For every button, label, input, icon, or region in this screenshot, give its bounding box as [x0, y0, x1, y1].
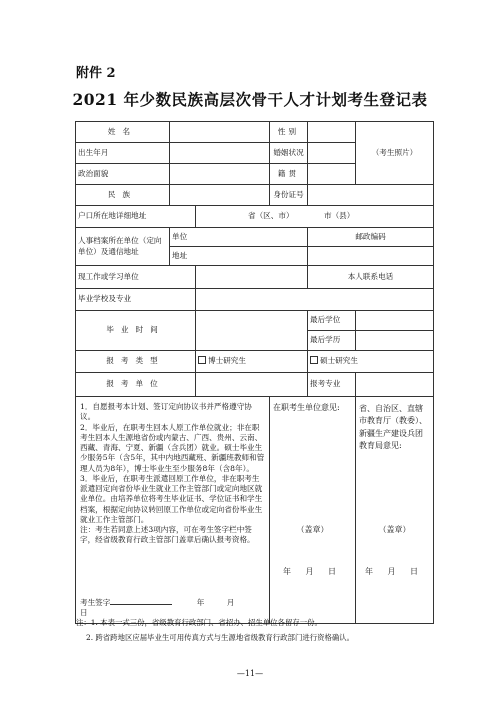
form-title: 2021 年少数民族高层次骨干人才计划考生登记表 — [72, 90, 428, 109]
option-phd[interactable] — [196, 351, 308, 373]
label-school-major: 毕业学校及专业 — [76, 289, 196, 311]
label-exam-type: 报考类型 — [76, 351, 196, 373]
label-gender: 性别 — [270, 122, 308, 143]
label-edu-opinion: 省、自治区、直辖市教育厅（教委）、新疆生产建设兵团教育局意见: — [359, 404, 427, 451]
row-work-unit — [76, 266, 434, 289]
label-native-place: 籍贯 — [270, 164, 308, 185]
field-grad-time[interactable] — [196, 311, 308, 351]
footnote-1: 注：1. 本表一式三份，省级教育行政部门、省招办、招生单位各留存一份。 — [76, 618, 322, 627]
field-work-unit[interactable] — [196, 266, 308, 289]
signature-field[interactable] — [110, 596, 172, 605]
edu-seal: （盖章） — [378, 525, 411, 534]
field-gender[interactable] — [308, 122, 356, 143]
pledge-item-1: 1．自愿报考本计划、签订定向协议书并严格遵守协议。 — [80, 402, 252, 422]
row-apply-unit — [76, 373, 434, 397]
field-school-major[interactable] — [196, 289, 434, 311]
unit-opinion-box[interactable] — [270, 397, 356, 624]
field-ethnicity[interactable] — [170, 185, 270, 206]
label-top-degree: 最后学位 — [308, 311, 356, 331]
field-hukou[interactable] — [196, 206, 434, 228]
row-exam-type — [76, 351, 434, 373]
label-apply-major: 报考专业 — [308, 373, 356, 397]
field-birth[interactable] — [170, 143, 270, 164]
field-political[interactable] — [170, 164, 270, 185]
field-id-number[interactable] — [308, 185, 434, 206]
label-hukou: 户口所在地详细地址 — [76, 206, 196, 228]
label-grad-time: 毕业时间 — [76, 311, 196, 351]
edu-date: 年 月 日 — [364, 567, 425, 576]
field-native-place[interactable] — [308, 164, 356, 185]
label-unit: 单位 — [172, 231, 188, 241]
label-master: 硕士研究生 — [320, 356, 358, 366]
label-name: 姓名 — [76, 122, 170, 143]
label-phone: 本人联系电话 — [308, 266, 434, 289]
option-master[interactable] — [308, 351, 434, 373]
edu-opinion-box[interactable] — [356, 397, 434, 624]
attachment-label: 附件 2 — [76, 66, 116, 81]
field-top-education[interactable] — [356, 331, 434, 351]
sign-date: 年 月 日 — [80, 597, 245, 617]
phd-checkbox[interactable] — [198, 356, 206, 364]
label-address: 地址 — [172, 250, 188, 260]
field-archive-unit[interactable] — [170, 228, 308, 247]
label-work-unit: 现工作或学习单位 — [76, 266, 196, 289]
photo-box[interactable]: （考生照片） — [356, 122, 434, 185]
unit-date: 年 月 日 — [282, 567, 343, 576]
row-pledges-opinions — [76, 397, 434, 624]
field-apply-major[interactable] — [356, 373, 434, 397]
row-archive-unit — [76, 228, 434, 247]
row-ethnicity-id — [76, 185, 434, 206]
row-grad-degree — [76, 311, 434, 331]
signature-line — [80, 596, 265, 619]
row-name-gender — [76, 122, 434, 143]
label-postcode: 邮政编码 — [308, 228, 434, 247]
page-number: —11— — [236, 669, 264, 678]
row-hukou — [76, 206, 434, 228]
label-unit-opinion: 在职考生单位意见: — [273, 403, 340, 412]
label-birth: 出生年月 — [76, 143, 170, 164]
pledge-item-3: 3．毕业后，在职考生派遣回原工作单位，非在职考生派遣回定向省份毕业生就业工作主管部门或定向地区就业单位。由培养单位将考生毕业证书、学位证书和学生档案，根据定向协议转回原工作单位或定向省份毕业生就业工作主管部门。 — [80, 473, 263, 524]
label-political: 政治面貌 — [76, 164, 170, 185]
footnote-2: 2. 跨省跨地区应届毕业生可用传真方式与生源地省级教育行政部门进行资格确认。 — [86, 633, 355, 642]
registration-form — [75, 121, 434, 624]
unit-seal: （盖章） — [296, 525, 329, 534]
label-city: 市（县） — [323, 211, 355, 221]
pledge-block — [76, 397, 270, 624]
label-apply-unit: 报考单位 — [76, 373, 196, 397]
pledge-item-2: 2．毕业后，在职考生回本人原工作单位就业；非在职考生回本人生源地省份或内蒙古、广西、贵州、云南、西藏、青海、宁夏、新疆（含兵团）就业。硕士毕业生少服务5年（含5年，其中内地西藏班、新疆班教师和管理人员为8年），博士毕业生至少服务8年（含8年）。 — [80, 422, 265, 473]
field-marital[interactable] — [308, 143, 356, 164]
label-id-number: 身份证号 — [270, 185, 308, 206]
label-ethnicity: 民族 — [76, 185, 170, 206]
field-apply-unit[interactable] — [196, 373, 308, 397]
field-archive-address[interactable] — [170, 247, 308, 266]
label-signature: 考生签字 — [80, 597, 111, 607]
field-postcode[interactable] — [308, 247, 434, 266]
pledge-note: 注：考生若同意上述3项内容，可在考生签字栏中签字，经省级教育行政主管部门盖章后确认报考资格。 — [80, 525, 255, 545]
row-school-major — [76, 289, 434, 311]
label-province: 省（区、市） — [248, 211, 294, 221]
label-top-education: 最后学历 — [308, 331, 356, 351]
field-name[interactable] — [170, 122, 270, 143]
label-marital: 婚姻状况 — [270, 143, 308, 164]
master-checkbox[interactable] — [310, 356, 318, 364]
label-archive: 人事档案所在单位（定向单位）及通信地址 — [76, 228, 170, 266]
field-top-degree[interactable] — [356, 311, 434, 331]
label-phd: 博士研究生 — [208, 356, 246, 366]
